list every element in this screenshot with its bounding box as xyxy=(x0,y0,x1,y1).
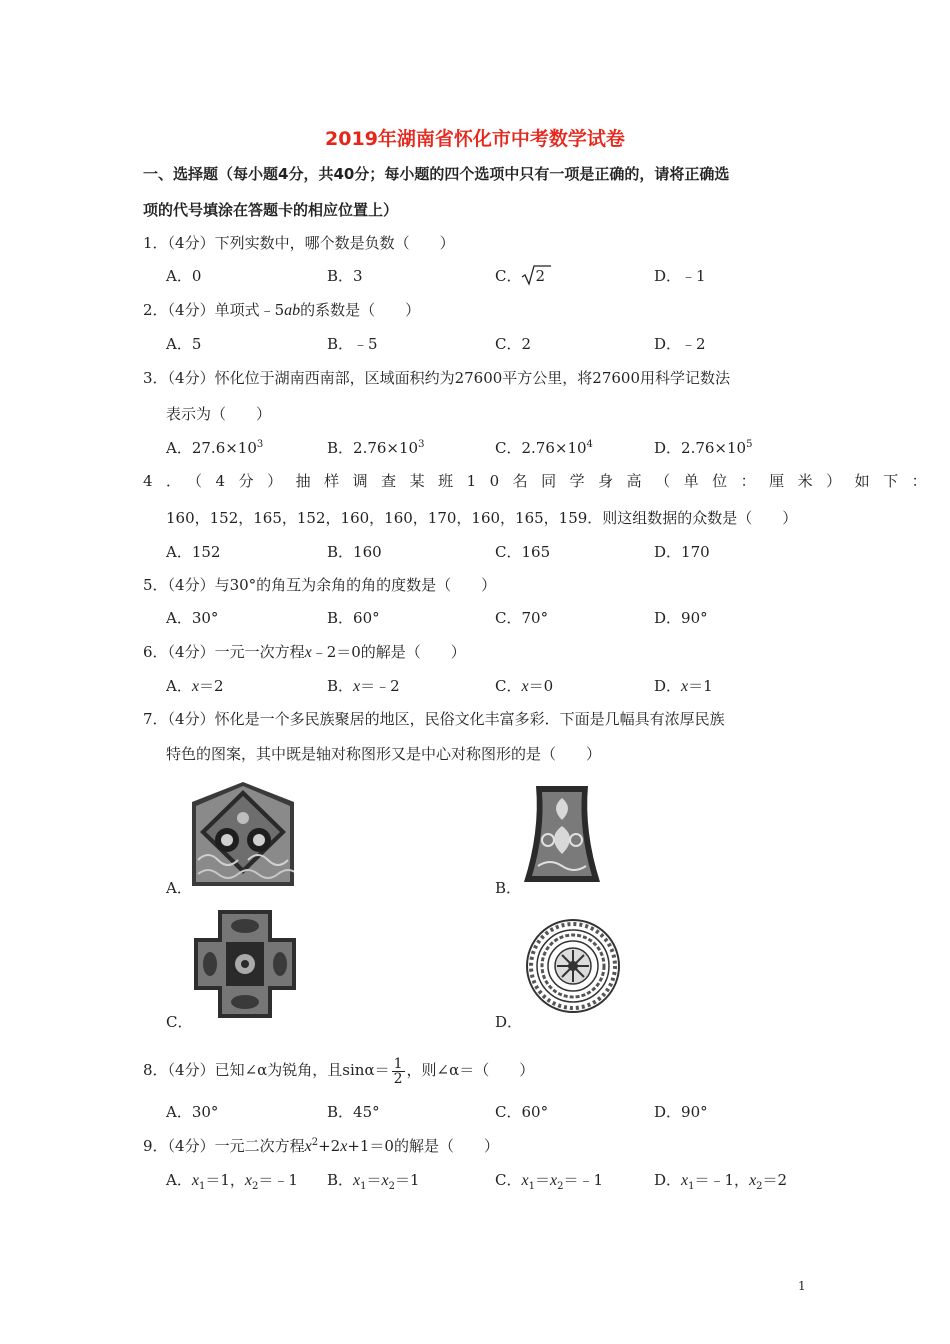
pattern-a-image xyxy=(192,782,294,886)
question-4-stem-line2: 160，152，165，152，160，160，170，160，165，159．则这组数据的众数是（ ） xyxy=(166,509,798,527)
sqrt-symbol: 2 xyxy=(521,266,545,286)
q4-option-c: C．165 xyxy=(495,543,551,561)
q9-option-d: D．$x_1=﹣1$，$x_2=2$ xyxy=(654,1171,788,1192)
q6-option-d: D．x＝1 xyxy=(654,677,713,695)
q2-option-a: A．5 xyxy=(166,335,202,353)
pattern-b-image xyxy=(522,782,602,884)
q1-option-c: C． 2 xyxy=(495,266,545,286)
q6-option-c: C．x＝0 xyxy=(495,677,554,695)
q2-option-d: D．﹣2 xyxy=(654,335,706,353)
question-8-stem: 8．（4分）已知∠α为锐角，且sinα＝ $\frac{1}{2}$ ，则∠α＝（ ） xyxy=(143,1055,535,1087)
q5-option-d: D．90° xyxy=(654,609,708,627)
q7-option-a: A． xyxy=(166,879,192,897)
q1-option-a: A．0 xyxy=(166,267,202,285)
q2-option-c: C．2 xyxy=(495,335,532,353)
q8-option-a: A．30° xyxy=(166,1103,219,1121)
q1-option-b: B．3 xyxy=(327,267,363,285)
q3-option-d: D．$2.76\times 10^5$ xyxy=(654,439,753,457)
question-3-stem-line2: 表示为（ ） xyxy=(166,405,272,423)
question-4-stem: 4．（4分）抽样调查某班10名同学身高（单位：厘米）如下： xyxy=(143,472,941,490)
q4-option-b: B．160 xyxy=(327,543,382,561)
question-5-stem: 5．（4分）与30°的角互为余角的角的度数是（ ） xyxy=(143,576,497,594)
q4-option-d: D．170 xyxy=(654,543,710,561)
q4-option-a: A．152 xyxy=(166,543,221,561)
question-7-stem: 7．（4分）怀化是一个多民族聚居的地区，民俗文化丰富多彩．下面是几幅具有浓厚民族 xyxy=(143,710,725,728)
q9-option-b: B．$x_1=x_2=1$ xyxy=(327,1171,420,1192)
page-number: 1 xyxy=(798,1279,806,1293)
q5-option-c: C．70° xyxy=(495,609,549,627)
q1-option-d: D．﹣1 xyxy=(654,267,706,285)
q9-option-a: A．$x_1=1$，$x_2=﹣1$ xyxy=(166,1171,298,1192)
q8-option-d: D．90° xyxy=(654,1103,708,1121)
q8-option-c: C．60° xyxy=(495,1103,549,1121)
pattern-d-image xyxy=(525,918,621,1014)
q2-option-b: B．﹣5 xyxy=(327,335,378,353)
question-7-stem-line2: 特色的图案，其中既是轴对称图形又是中心对称图形的是（ ） xyxy=(166,745,602,763)
q6-option-a: A．x＝2 xyxy=(166,677,224,695)
page-title: 2019年湖南省怀化市中考数学试卷 xyxy=(325,128,625,150)
q3-option-a: A．$27.6\times 10^3$ xyxy=(166,439,264,457)
q7-option-d: D． xyxy=(495,1013,523,1031)
q7-option-b: B． xyxy=(495,879,522,897)
fraction-one-half: $\frac{1}{2}$ xyxy=(393,1055,403,1087)
q5-option-b: B．60° xyxy=(327,609,380,627)
q3-option-c: C．$2.76\times 10^4$ xyxy=(495,439,593,457)
question-2-stem: 2．（4分）单项式﹣5ab的系数是（ ） xyxy=(143,301,421,319)
q3-option-b: B．$2.76\times 10^3$ xyxy=(327,439,425,457)
question-1-stem: 1．（4分）下列实数中，哪个数是负数（ ） xyxy=(143,234,455,252)
q5-option-a: A．30° xyxy=(166,609,219,627)
question-3-stem: 3．（4分）怀化位于湖南西南部，区域面积约为27600平方公里，将27600用科学记数法 xyxy=(143,369,731,387)
pattern-c-image xyxy=(194,910,296,1018)
q6-option-b: B．x＝﹣2 xyxy=(327,677,400,695)
question-6-stem: 6．（4分）一元一次方程x﹣2＝0的解是（ ） xyxy=(143,643,466,661)
section-heading-line1: 一、选择题（每小题4分，共40分；每小题的四个选项中只有一项是正确的，请将正确选 xyxy=(143,165,730,183)
section-heading-line2: 项的代号填涂在答题卡的相应位置上） xyxy=(143,201,399,219)
q7-option-c: C． xyxy=(166,1013,193,1031)
q9-option-c: C．$x_1=x_2=﹣1$ xyxy=(495,1171,604,1192)
q8-option-b: B．45° xyxy=(327,1103,380,1121)
question-9-stem: 9．（4分）一元二次方程$x^2+2x+1=0$的解是（ ） xyxy=(143,1137,499,1155)
